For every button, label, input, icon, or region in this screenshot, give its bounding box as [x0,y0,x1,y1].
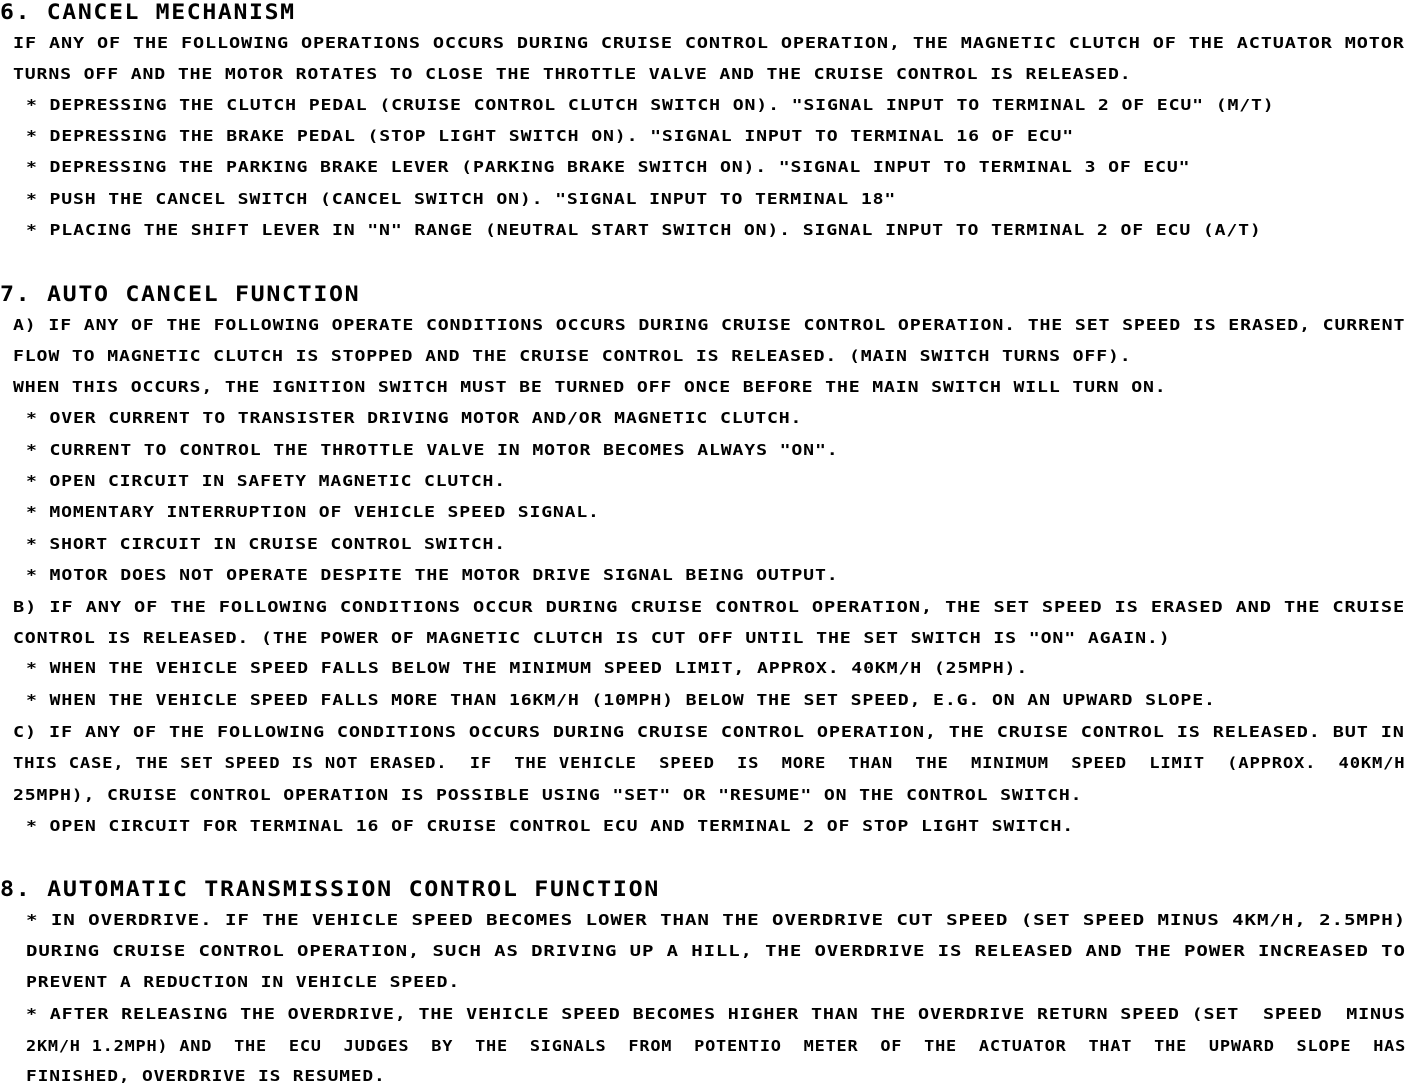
line-text: OF ECU" (M/T) [1109,96,1275,114]
line-text: THIS CASE, THE SET SPEED IS NOT ERASED. IF THE VEHICLE SPEED IS MORE THAN THE MINIMUM SPEED LIMIT (APPROX. 40KM/H [13,754,1406,772]
bullet-line [26,95,1275,115]
line-text: DURING CRUISE CONTROL OPERATION, SUCH AS DRIVING UP A HILL, THE OVERDRIVE IS RELEASED AND THE POWER INCREASED TO [26,942,1406,960]
line-text: * PLACING THE SHIFT LEVER IN "N" RANGE (NEUTRAL START SWITCH ON). SIGNAL INPUT TO [26,221,992,239]
line-text: * IN OVERDRIVE. IF THE VEHICLE SPEED BECOMES LOWER THAN THE OVERDRIVE CUT SPEED (SET SPEED MINUS 4KM/H, 2.5MPH) [26,911,1407,929]
body-line [13,722,1405,742]
line-text: * MOMENTARY INTERRUPTION OF VEHICLE SPEED SIGNAL. [26,503,600,521]
line-text: FINISHED, OVERDRIVE IS RESUMED. [26,1067,386,1085]
body-line [13,64,1132,84]
body-line [13,753,1405,773]
line-text: * WHEN THE VEHICLE SPEED FALLS MORE THAN 16KM/H (10MPH) BELOW THE SET SPEED, E.G. ON AN UPWARD SLOPE. [26,691,1216,709]
bullet-line [26,565,839,585]
bullet-line [26,816,1074,836]
section-6-heading [0,2,296,22]
terminal-reference: TERMINAL 16 [850,127,980,145]
body-line [26,972,460,992]
bullet-line [26,658,1028,678]
line-text: C) IF ANY OF THE FOLLOWING CONDITIONS OCCURS DURING CRUISE CONTROL OPERATION, THE CRUISE CONTROL IS RELEASED. BUT IN [13,723,1405,741]
line-text: CONTROL IS RELEASED. (THE POWER OF MAGNETIC CLUTCH IS CUT OFF UNTIL THE SET SWITCH IS "ON" AGAIN.) [13,629,1171,647]
line-text: OF CRUISE CONTROL ECU AND [379,817,698,835]
line-text: TURNS OFF AND THE MOTOR ROTATES TO CLOSE THE THROTTLE VALVE AND THE CRUISE CONTROL IS RELEASED. [13,65,1132,83]
body-line [26,1066,386,1086]
body-line [13,628,1171,648]
line-text: 7. AUTO CANCEL FUNCTION [0,282,361,306]
bullet-line [26,408,802,428]
line-text: B) IF ANY OF THE FOLLOWING CONDITIONS OCCUR DURING CRUISE CONTROL OPERATION, THE SET SPEED IS ERASED AND THE CRUISE [13,598,1406,616]
line-text: 6. CANCEL MECHANISM [0,0,296,24]
line-text: * PUSH THE CANCEL SWITCH (CANCEL SWITCH ON). "SIGNAL INPUT TO [26,190,756,208]
body-line [13,33,1405,53]
terminal-reference: TERMINAL 18 [755,190,885,208]
line-text: OF STOP LIGHT SWITCH. [815,817,1075,835]
bullet-line [26,910,1406,930]
body-line [13,315,1405,335]
line-text: * OPEN CIRCUIT IN SAFETY MAGNETIC CLUTCH. [26,472,506,490]
line-text: * DEPRESSING THE BRAKE PEDAL (STOP LIGHT SWITCH ON). "SIGNAL INPUT TO [26,127,851,145]
line-text: FLOW TO MAGNETIC CLUTCH IS STOPPED AND THE CRUISE CONTROL IS RELEASED. (MAIN SWITCH TURNS OFF). [13,347,1132,365]
bullet-line [26,220,1262,240]
terminal-reference: TERMINAL 2 [697,817,816,835]
bullet-line [26,440,839,460]
line-text: " [884,190,897,208]
line-text: * WHEN THE VEHICLE SPEED FALLS BELOW THE MINIMUM SPEED LIMIT, APPROX. 40KM/H (25MPH). [26,659,1029,677]
bullet-line [26,189,896,209]
body-line [13,597,1405,617]
line-text: * OPEN CIRCUIT FOR [26,817,250,835]
line-text: * MOTOR DOES NOT OPERATE DESPITE THE MOTOR DRIVE SIGNAL BEING OUTPUT. [26,566,839,584]
bullet-line [26,157,1190,177]
line-text: OF ECU" [979,127,1075,145]
terminal-reference: TERMINAL 16 [249,817,380,835]
terminal-reference: TERMINAL 2 [991,221,1109,239]
line-text: OF ECU (A/T) [1108,221,1262,239]
line-text: * DEPRESSING THE PARKING BRAKE LEVER (PARKING BRAKE SWITCH ON). "SIGNAL INPUT TO [26,158,979,176]
body-line [13,785,1082,805]
line-text: IF ANY OF THE FOLLOWING OPERATIONS OCCURS DURING CRUISE CONTROL OPERATION, THE MAGNETIC CLUTCH OF THE ACTUATOR MOTOR [13,34,1405,52]
line-text: * CURRENT TO CONTROL THE THROTTLE VALVE IN MOTOR BECOMES ALWAYS "ON". [26,441,839,459]
section-8-heading [0,879,660,899]
line-text: * DEPRESSING THE CLUTCH PEDAL (CRUISE CONTROL CLUTCH SWITCH ON). "SIGNAL INPUT TO [26,96,992,114]
line-text: 25MPH), CRUISE CONTROL OPERATION IS POSSIBLE USING "SET" OR "RESUME" ON THE CONTROL SWITCH. [13,786,1083,804]
body-line [13,346,1132,366]
body-line [26,941,1406,961]
section-7-heading [0,284,360,304]
line-text: 8. AUTOMATIC TRANSMISSION CONTROL FUNCTION [0,877,661,901]
line-text: * SHORT CIRCUIT IN CRUISE CONTROL SWITCH. [26,535,506,553]
line-text: PREVENT A REDUCTION IN VEHICLE SPEED. [26,973,461,991]
line-text: OF ECU" [1096,158,1191,176]
bullet-line [26,534,506,554]
terminal-reference: TERMINAL 2 [991,96,1110,114]
bullet-line [26,471,506,491]
line-text: * OVER CURRENT TO TRANSISTER DRIVING MOTOR AND/OR MAGNETIC CLUTCH. [26,409,803,427]
line-text: 2KM/H 1.2MPH) AND THE ECU JUDGES BY THE SIGNALS FROM POTENTIO METER OF THE ACTUATOR THAT THE UPWARD SLOPE HAS [26,1037,1407,1055]
bullet-line [26,126,1074,146]
bullet-line [26,502,600,522]
line-text: WHEN THIS OCCURS, THE IGNITION SWITCH MUST BE TURNED OFF ONCE BEFORE THE MAIN SWITCH WILL TURN ON. [13,378,1167,396]
line-text: * AFTER RELEASING THE OVERDRIVE, THE VEHICLE SPEED BECOMES HIGHER THAN THE OVERDRIVE RETURN SPEED (SET SPEED MINUS [26,1005,1406,1023]
terminal-reference: TERMINAL 3 [978,158,1097,176]
bullet-line [26,690,1216,710]
body-line [26,1036,1406,1056]
body-line [13,377,1167,397]
line-text: A) IF ANY OF THE FOLLOWING OPERATE CONDITIONS OCCURS DURING CRUISE CONTROL OPERATION. THE SET SPEED IS ERASED, CURRENT [13,316,1406,334]
bullet-line [26,1004,1406,1024]
